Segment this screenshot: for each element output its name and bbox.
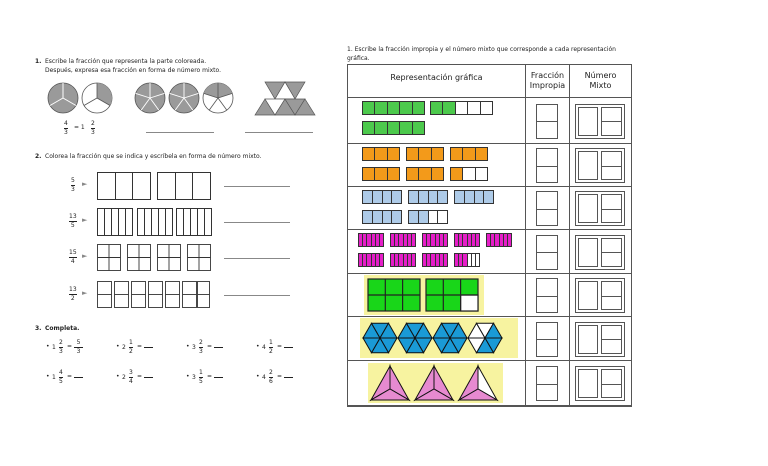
row-fraction-13-5: 13 5 — [69, 213, 77, 229]
improper-fraction-input[interactable] — [536, 366, 558, 401]
exercise-3-number: 3. — [35, 325, 42, 332]
header-graphic: Representación gráfica — [348, 65, 526, 98]
item-fraction: 1 2 — [269, 339, 273, 355]
right-instruction-1: 1. Escribe la fracción impropia y el número mixto que corresponde a cada representación — [347, 46, 616, 53]
result-fraction[interactable] — [284, 370, 293, 385]
example-improper-fraction: 4 3 — [64, 120, 68, 136]
bullet-icon: • — [46, 373, 50, 380]
fraction-bar — [358, 233, 384, 247]
row-fraction-15-4: 15 4 — [69, 249, 77, 265]
fraction-bar — [422, 233, 448, 247]
whole-number: 3 — [192, 344, 196, 351]
mixed-cell — [570, 274, 631, 317]
example-mixed-fraction: 2 3 — [91, 120, 95, 136]
mixed-cell — [570, 230, 631, 274]
bullet-icon: • — [46, 343, 50, 350]
item-fraction: 4 5 — [59, 369, 63, 385]
answer-line-row1[interactable] — [224, 186, 290, 187]
fraction-bar — [454, 253, 480, 267]
result-fraction[interactable] — [74, 370, 83, 385]
row-fraction-13-2: 13 2 — [69, 286, 77, 302]
fraction-bar — [454, 190, 494, 204]
improper-fraction-input[interactable] — [536, 148, 558, 183]
result-fraction[interactable] — [284, 340, 293, 355]
fraction-bar — [362, 101, 425, 115]
bullet-icon: • — [186, 373, 190, 380]
arrow-icon: ► — [82, 289, 88, 297]
exercise-1-line1: Escribe la fracción que representa la parte coloreada. — [45, 58, 207, 65]
right-instruction-2: gráfica. — [347, 55, 370, 62]
fraction-bar — [406, 147, 444, 161]
circle-thirds-partial — [82, 83, 112, 113]
example-equals: = 1 — [74, 124, 85, 131]
fifths-rectangle-2[interactable] — [137, 208, 173, 236]
fraction-bar — [430, 101, 493, 115]
item-fraction: 1 5 — [199, 369, 203, 385]
mixed-number-input[interactable] — [575, 366, 625, 401]
equals-sign: = — [67, 373, 73, 380]
fraction-bar — [486, 233, 512, 247]
improper-fraction-input[interactable] — [536, 278, 558, 313]
answer-line-row4[interactable] — [224, 295, 290, 296]
bullet-icon: • — [116, 343, 120, 350]
improper-cell — [526, 187, 570, 230]
mixed-cell — [570, 144, 631, 187]
improper-fraction-input[interactable] — [536, 235, 558, 270]
mixed-number-input[interactable] — [575, 235, 625, 270]
exercise-2-title: Colorea la fracción que se indica y escríbela en forma de número mixto. — [45, 153, 262, 160]
whole-number: 4 — [262, 374, 266, 381]
mixed-number-input[interactable] — [575, 278, 625, 313]
mixed-number-input[interactable] — [575, 191, 625, 226]
item-fraction: 2 3 — [199, 339, 203, 355]
equals-sign: = — [137, 343, 143, 350]
fraction-bar — [362, 121, 425, 135]
thirds-rectangle-2[interactable] — [157, 172, 211, 200]
equals-sign: = — [207, 343, 213, 350]
fraction-bar — [408, 190, 448, 204]
fraction-bar — [390, 253, 416, 267]
result-fraction[interactable] — [214, 370, 223, 385]
equals-sign: = — [277, 343, 283, 350]
improper-cell — [526, 98, 570, 144]
exercise-2-number: 2. — [35, 153, 42, 160]
halves-rectangles[interactable] — [97, 281, 212, 309]
answer-line-2[interactable] — [245, 132, 313, 133]
fraction-bar — [362, 190, 402, 204]
improper-fraction-input[interactable] — [536, 322, 558, 357]
fifths-rectangle-3[interactable] — [176, 208, 212, 236]
arrow-icon: ► — [82, 180, 88, 188]
header-mixed: Número Mixto — [570, 65, 631, 98]
bullet-icon: • — [256, 343, 260, 350]
fraction-bar — [422, 253, 448, 267]
whole-number: 1 — [52, 344, 56, 351]
whole-number: 2 — [122, 374, 126, 381]
mixed-cell — [570, 98, 631, 144]
result-fraction[interactable] — [214, 340, 223, 355]
answer-line-1[interactable] — [146, 132, 214, 133]
arrow-icon: ► — [82, 252, 88, 260]
whole-number: 2 — [122, 344, 126, 351]
green-grid-figure — [364, 275, 484, 315]
fraction-bar — [362, 210, 402, 224]
bullet-icon: • — [116, 373, 120, 380]
arrow-icon: ► — [82, 216, 88, 224]
fraction-bar — [358, 253, 384, 267]
mixed-number-input[interactable] — [575, 104, 625, 139]
equals-sign: = — [137, 373, 143, 380]
thirds-rectangle-1[interactable] — [97, 172, 151, 200]
header-improper: Fracción Impropia — [526, 65, 570, 98]
exercise-1-figures — [45, 80, 325, 118]
representation-table — [347, 64, 632, 407]
answer-line-row3[interactable] — [224, 258, 290, 259]
mixed-cell — [570, 187, 631, 230]
bullet-icon: • — [186, 343, 190, 350]
improper-cell — [526, 361, 570, 406]
fraction-bar — [450, 147, 488, 161]
answer-line-row2[interactable] — [224, 222, 290, 223]
equals-sign: = — [207, 373, 213, 380]
result-fraction[interactable] — [144, 340, 153, 355]
mixed-cell — [570, 361, 631, 406]
fraction-bar — [362, 147, 400, 161]
fraction-bar — [450, 167, 488, 181]
fraction-bar — [454, 233, 480, 247]
whole-number: 3 — [192, 374, 196, 381]
improper-cell — [526, 230, 570, 274]
fraction-bar — [408, 210, 448, 224]
whole-number: 1 — [52, 374, 56, 381]
bullet-icon: • — [256, 373, 260, 380]
result-fraction[interactable]: 5 3 — [74, 340, 83, 355]
improper-fraction-input[interactable] — [536, 191, 558, 226]
improper-fraction-input[interactable] — [536, 104, 558, 139]
exercise-1-line2: Después, expresa esa fracción en forma de número mixto. — [45, 67, 221, 74]
equals-sign: = — [277, 373, 283, 380]
mixed-number-input[interactable] — [575, 322, 625, 357]
result-fraction[interactable] — [144, 370, 153, 385]
exercise-1-number: 1. — [35, 58, 42, 65]
whole-number: 4 — [262, 344, 266, 351]
fraction-bar — [406, 167, 444, 181]
hexagon-figure — [360, 318, 518, 358]
fraction-bar — [390, 233, 416, 247]
item-fraction: 2 6 — [269, 369, 273, 385]
fraction-bar — [362, 167, 400, 181]
circle-thirds-full — [48, 83, 78, 113]
equals-sign: = — [67, 343, 73, 350]
triangle-figure — [368, 363, 503, 403]
improper-cell — [526, 274, 570, 317]
row-fraction-5-3: 5 3 — [71, 177, 75, 193]
item-fraction: 3 4 — [129, 369, 133, 385]
exercise-3-title: Completa. — [45, 325, 80, 332]
improper-cell — [526, 317, 570, 361]
improper-cell — [526, 144, 570, 187]
fifths-rectangle-1[interactable] — [97, 208, 133, 236]
mixed-number-input[interactable] — [575, 148, 625, 183]
item-fraction: 1 2 — [129, 339, 133, 355]
mixed-cell — [570, 317, 631, 361]
item-fraction: 2 3 — [59, 339, 63, 355]
quarters-rectangles[interactable] — [97, 244, 212, 272]
